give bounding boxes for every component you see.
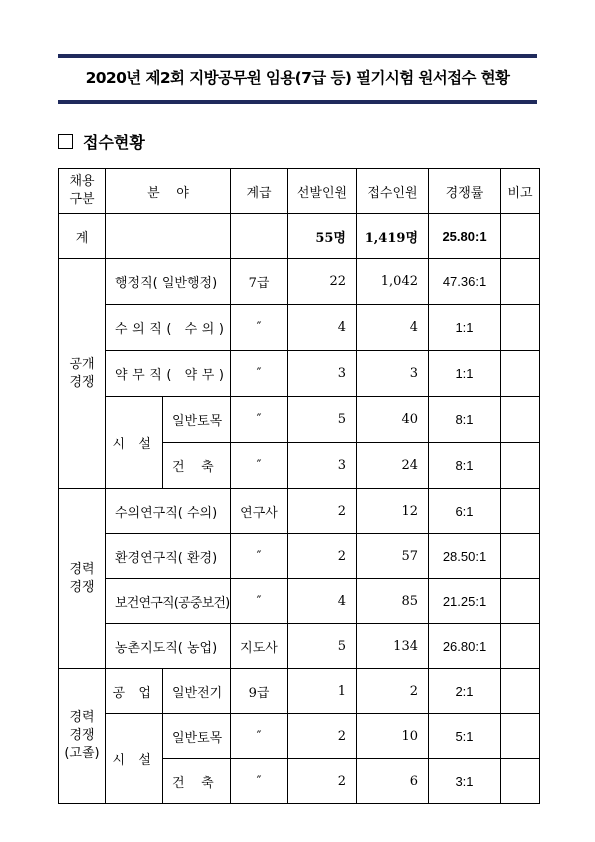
selected-cell: 5 — [288, 624, 357, 669]
selected-cell: 4 — [288, 579, 357, 624]
grade-cell: ″ — [231, 759, 288, 804]
table-row — [59, 489, 540, 534]
rate-cell: 3:1 — [429, 759, 501, 804]
rate-cell: 6:1 — [429, 489, 501, 534]
selected-cell: 3 — [288, 443, 357, 489]
header-selected: 선발인원 — [288, 169, 357, 214]
rate-cell: 1:1 — [429, 351, 501, 397]
field-cell: 건 축 — [163, 759, 231, 804]
application-status-table — [58, 168, 540, 804]
field-cell: 농촌지도직( 농업) — [106, 624, 231, 669]
rate-cell: 8:1 — [429, 443, 501, 489]
grade-cell: ″ — [231, 443, 288, 489]
selected-cell: 2 — [288, 489, 357, 534]
grade-cell: 9급 — [231, 669, 288, 714]
grade-cell: ″ — [231, 714, 288, 759]
rate-cell: 47.36:1 — [429, 259, 501, 305]
grade-cell: 7급 — [231, 259, 288, 305]
table-row — [59, 669, 540, 714]
applicants-cell: 6 — [357, 759, 429, 804]
field-cell: 일반토목 — [163, 714, 231, 759]
table-row — [59, 624, 540, 669]
rate-cell: 21.25:1 — [429, 579, 501, 624]
group-career: 경력 경쟁 — [59, 489, 106, 669]
title-rule-bottom — [58, 100, 537, 104]
table-row — [59, 351, 540, 397]
table-row — [59, 534, 540, 579]
field-cell: 일반전기 — [163, 669, 231, 714]
rate-cell: 8:1 — [429, 397, 501, 443]
table-row — [59, 305, 540, 351]
rate-cell: 5:1 — [429, 714, 501, 759]
grade-cell: 지도사 — [231, 624, 288, 669]
grade-cell: ″ — [231, 351, 288, 397]
field-cell: 수의연구직( 수의) — [106, 489, 231, 534]
rate-cell: 26.80:1 — [429, 624, 501, 669]
total-label: 계 — [59, 214, 106, 259]
selected-cell: 5 — [288, 397, 357, 443]
applicants-cell: 3 — [357, 351, 429, 397]
subgroup-facility: 시 설 — [106, 397, 163, 489]
applicants-cell: 10 — [357, 714, 429, 759]
rate-cell: 28.50:1 — [429, 534, 501, 579]
header-row — [59, 169, 540, 214]
selected-cell: 2 — [288, 759, 357, 804]
field-cell: 행정직( 일반행정) — [106, 259, 231, 305]
total-row — [59, 214, 540, 259]
title-block — [58, 54, 537, 104]
applicants-cell: 134 — [357, 624, 429, 669]
checkbox-square-icon — [58, 134, 73, 149]
selected-cell: 1 — [288, 669, 357, 714]
field-cell: 건 축 — [163, 443, 231, 489]
page-title: 2020년 제2회 지방공무원 임용(7급 등) 필기시험 원서접수 현황 — [85, 69, 510, 87]
selected-cell: 4 — [288, 305, 357, 351]
title-rule-top — [58, 54, 537, 58]
selected-cell: 3 — [288, 351, 357, 397]
table-row — [59, 397, 540, 443]
table-row — [59, 714, 540, 759]
section-heading — [58, 130, 145, 153]
field-cell: 환경연구직( 환경) — [106, 534, 231, 579]
field-cell: 일반토목 — [163, 397, 231, 443]
grade-cell: ″ — [231, 397, 288, 443]
header-category: 채용 구분 — [59, 169, 106, 214]
applicants-cell: 57 — [357, 534, 429, 579]
total-applicants: 1,419명 — [357, 214, 429, 259]
field-cell: 약무직( 약무) — [106, 351, 231, 397]
grade-cell: ″ — [231, 305, 288, 351]
grade-cell: ″ — [231, 579, 288, 624]
header-grade: 계급 — [231, 169, 288, 214]
group-career-highschool: 경력 경쟁 (고졸) — [59, 669, 106, 804]
applicants-cell: 24 — [357, 443, 429, 489]
applicants-cell: 2 — [357, 669, 429, 714]
applicants-cell: 85 — [357, 579, 429, 624]
group-open: 공개 경쟁 — [59, 259, 106, 489]
header-field: 분 야 — [106, 169, 231, 214]
subgroup-facility: 시 설 — [106, 714, 163, 804]
grade-cell: ″ — [231, 534, 288, 579]
applicants-cell: 1,042 — [357, 259, 429, 305]
field-cell: 보건연구직(공중보건) — [106, 579, 231, 624]
total-selected: 55명 — [288, 214, 357, 259]
grade-cell: 연구사 — [231, 489, 288, 534]
selected-cell: 2 — [288, 534, 357, 579]
header-note: 비고 — [501, 169, 540, 214]
rate-cell: 1:1 — [429, 305, 501, 351]
header-rate: 경쟁률 — [429, 169, 501, 214]
selected-cell: 22 — [288, 259, 357, 305]
rate-cell: 2:1 — [429, 669, 501, 714]
subgroup-industry: 공 업 — [106, 669, 163, 714]
table-row — [59, 259, 540, 305]
applicants-cell: 4 — [357, 305, 429, 351]
field-cell: 수의직( 수의) — [106, 305, 231, 351]
applicants-cell: 12 — [357, 489, 429, 534]
selected-cell: 2 — [288, 714, 357, 759]
table-row — [59, 579, 540, 624]
total-rate: 25.80:1 — [429, 214, 501, 259]
header-applicants: 접수인원 — [357, 169, 429, 214]
section-title: 접수현황 — [83, 133, 145, 152]
applicants-cell: 40 — [357, 397, 429, 443]
